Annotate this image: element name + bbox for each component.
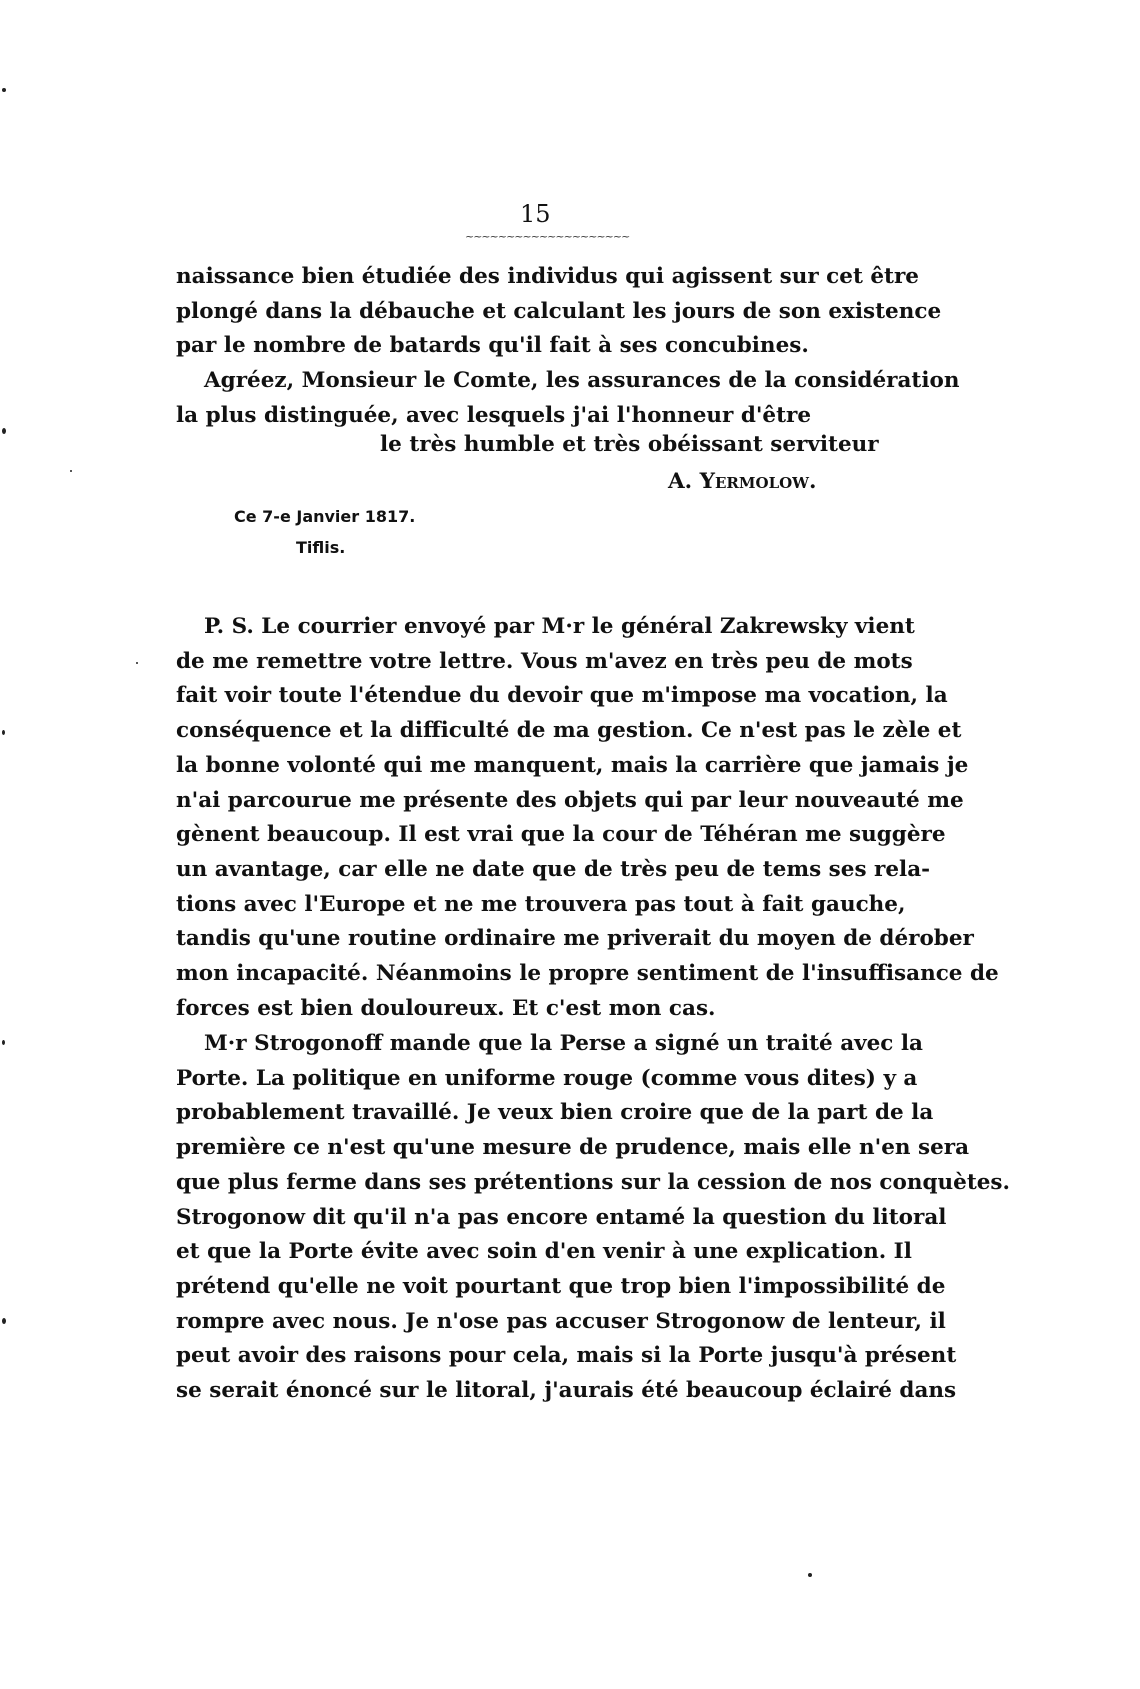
text-line: plongé dans la débauche et calculant les jours de son existence <box>176 298 942 324</box>
text-line: Porte. La politique en uniforme rouge (comme vous dites) y a <box>176 1065 918 1091</box>
text-line: Strogonow dit qu'il n'a pas encore entamé la question du litoral <box>176 1204 947 1230</box>
scan-speck <box>2 428 6 434</box>
letter-regards <box>176 364 960 433</box>
text-line: un avantage, car elle ne date que de très peu de tems ses rela- <box>176 856 931 882</box>
text-line: fait voir toute l'étendue du devoir que m'impose ma vocation, la <box>176 683 948 709</box>
scan-speck <box>808 1573 812 1577</box>
page-ornament: ~~~~~~~~~~~~~~~~~~~~ <box>465 230 630 243</box>
letter-place: Tiflis. <box>296 538 346 557</box>
scan-speck <box>2 88 6 92</box>
scan-speck <box>2 1040 5 1045</box>
text-line: M·r Strogonoff mande que la Perse a signé un traité avec la <box>204 1031 923 1056</box>
text-line: probablement travaillé. Je veux bien croire que de la part de la <box>176 1100 934 1126</box>
text-line: tions avec l'Europe et ne me trouvera pas tout à fait gauche, <box>176 891 906 917</box>
text-line: conséquence et la difficulté de ma gestion. Ce n'est pas le zèle et <box>176 718 962 744</box>
text-line: mon incapacité. Néanmoins le propre sentiment de l'insuffisance de <box>176 961 999 987</box>
text-line: P. S. Le courrier envoyé par M·r le général Zakrewsky vient <box>204 614 915 639</box>
letter-date: Ce 7-e Janvier 1817. <box>234 507 416 526</box>
postscript-paragraph-1 <box>176 610 999 1026</box>
letter-opening <box>176 260 942 364</box>
scan-speck <box>2 1318 6 1324</box>
text-line: Agréez, Monsieur le Comte, les assurances de la considération <box>204 368 960 393</box>
page-number: 15 <box>520 200 551 228</box>
text-line: forces est bien douloureux. Et c'est mon cas. <box>176 995 716 1021</box>
text-line: rompre avec nous. Je n'ose pas accuser Strogonow de lenteur, il <box>176 1308 946 1334</box>
text-line: que plus ferme dans ses prétentions sur la cession de nos conquètes. <box>176 1169 1011 1195</box>
letter-signature: A. Yermolow. <box>668 469 817 494</box>
text-line: première ce n'est qu'une mesure de prudence, mais elle n'en sera <box>176 1135 970 1161</box>
text-line: naissance bien étudiée des individus qui agissent sur cet être <box>176 264 919 289</box>
text-line: gènent beaucoup. Il est vrai que la cour de Téhéran me suggère <box>176 822 946 848</box>
letter-closing: le très humble et très obéissant serviteur <box>380 432 879 457</box>
text-line: prétend qu'elle ne voit pourtant que trop bien l'impossibilité de <box>176 1273 946 1299</box>
text-line: se serait énoncé sur le litoral, j'aurais été beaucoup éclairé dans <box>176 1378 957 1404</box>
scan-speck <box>2 730 5 735</box>
text-line: et que la Porte évite avec soin d'en venir à une explication. Il <box>176 1239 912 1265</box>
text-line: la plus distinguée, avec lesquels j'ai l'honneur d'être <box>176 402 812 428</box>
text-line: par le nombre de batards qu'il fait à ses concubines. <box>176 333 809 359</box>
text-line: n'ai parcourue me présente des objets qui par leur nouveauté me <box>176 787 964 813</box>
postscript-paragraph-2 <box>176 1027 1011 1409</box>
scan-speck <box>70 470 72 472</box>
text-line: tandis qu'une routine ordinaire me priverait du moyen de dérober <box>176 926 974 952</box>
text-line: de me remettre votre lettre. Vous m'avez en très peu de mots <box>176 648 913 674</box>
text-line: peut avoir des raisons pour cela, mais si la Porte jusqu'à présent <box>176 1343 957 1369</box>
text-line: la bonne volonté qui me manquent, mais la carrière que jamais je <box>176 752 969 778</box>
scan-speck <box>136 662 138 664</box>
